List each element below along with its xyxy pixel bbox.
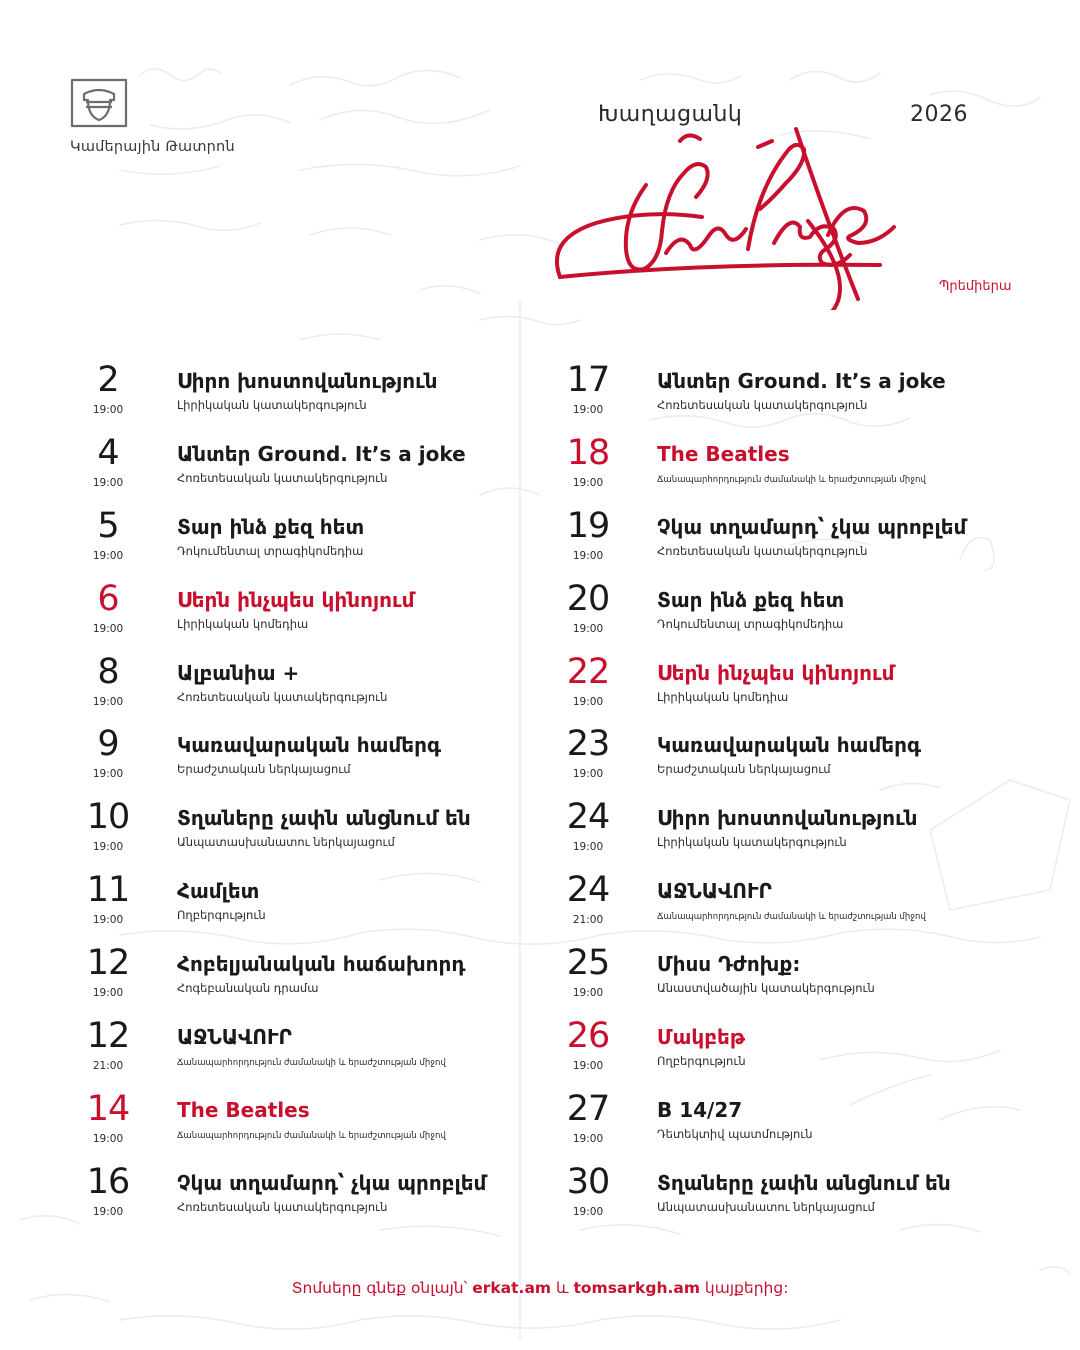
event-title: ԱՋՆԱՎՈՒՐ: [657, 879, 772, 904]
erkat-link[interactable]: erkat.am: [472, 1279, 552, 1297]
event-time: 19:00: [572, 987, 604, 1000]
schedule-row: [558, 362, 1028, 435]
schedule-row: [558, 872, 1028, 945]
schedule-row: [78, 1018, 548, 1091]
event-genre: Ողբերգություն: [177, 908, 266, 923]
event-day: 26: [566, 1016, 610, 1057]
event-time: 19:00: [92, 622, 124, 635]
month-script-title: [548, 125, 928, 310]
event-title: Տար ինձ քեզ հետ: [657, 587, 845, 612]
event-title: Սիրո խոստովանություն: [657, 806, 918, 831]
schedule-row: [558, 505, 1028, 581]
event-day: 17: [566, 360, 610, 400]
event-day: 12: [86, 1016, 130, 1057]
event-time: 19:00: [92, 841, 124, 854]
event-title: Միսս Դժոխք:: [657, 952, 801, 977]
event-genre: Լիրիկական կատակերգություն: [177, 398, 367, 412]
event-genre: Լիրիկական կատակերգություն: [657, 835, 847, 850]
event-title: Կառավարական համերգ: [657, 733, 922, 758]
event-title: Մակբեթ: [657, 1025, 745, 1050]
event-day: 6: [97, 578, 119, 619]
event-genre: Ճանապարհորդություն ժամանակի և երաժշտության միջով: [657, 474, 926, 485]
event-time: 19:00: [92, 1205, 124, 1218]
ticket-info-footer: [0, 1279, 1080, 1297]
event-title: Տղաները չափն անցնում են: [177, 806, 471, 831]
event-time: 19:00: [572, 1205, 604, 1218]
event-day: 4: [97, 432, 119, 473]
event-genre: Հոռետեսական կատակերգություն: [657, 543, 868, 558]
event-day: 24: [566, 870, 610, 911]
event-title: Սերն ինչպես կինոյում: [657, 660, 895, 685]
schedule-row: [558, 1161, 1028, 1237]
event-day: 10: [86, 797, 130, 838]
tomsarkgh-link[interactable]: tomsarkgh.am: [573, 1279, 700, 1297]
event-title: Չկա տղամարդ՝ չկա պրոբլեմ: [177, 1170, 487, 1195]
event-time: 19:00: [572, 549, 604, 562]
event-genre: Անպատասխանատու ներկայացում: [177, 835, 395, 850]
footer-suffix: կայքերից:: [699, 1279, 789, 1297]
event-genre: Ողբերգություն: [657, 1054, 746, 1069]
event-genre: Հոռետեսական կատակերգություն: [177, 1199, 388, 1214]
event-time: 19:00: [92, 1132, 124, 1145]
event-genre: Հոռետեսական կատակերգություն: [177, 689, 388, 704]
event-title: ԱՋՆԱՎՈՒՐ: [177, 1025, 292, 1050]
year-label: 2026: [910, 102, 968, 127]
event-genre: Հոռետեսական կատակերգություն: [657, 398, 868, 412]
event-day: 11: [86, 870, 130, 911]
event-title: Սերն ինչպես կինոյում: [177, 587, 415, 612]
event-day: 16: [86, 1161, 130, 1202]
event-title: Համլետ: [177, 879, 260, 904]
event-day: 8: [97, 651, 119, 692]
event-genre: Երաժշտական ներկայացում: [657, 762, 831, 777]
event-genre: Անաստվածային կատակերգություն: [657, 981, 875, 996]
event-title: Սիրո խոստովանություն: [177, 369, 438, 393]
event-time: 19:00: [572, 841, 604, 854]
event-title: Չկա տղամարդ՝ չկա պրոբլեմ: [657, 514, 967, 539]
schedule-row: [78, 726, 548, 799]
schedule-row: [558, 799, 1028, 872]
event-genre: Լիրիկական կոմեդիա: [177, 616, 309, 631]
schedule-row: [558, 1088, 1028, 1164]
event-day: 25: [566, 943, 610, 984]
event-genre: Հոգեբանական դրամա: [177, 981, 319, 996]
schedule-row-premiere: [558, 1018, 1028, 1091]
schedule-row: [78, 872, 548, 945]
event-title: Ալբանիա +: [177, 660, 300, 685]
event-genre: Դոկումենտալ տրագիկոմեդիա: [657, 616, 844, 631]
event-day: 30: [566, 1161, 610, 1202]
event-genre: Լիրիկական կոմեդիա: [657, 689, 789, 704]
schedule-row: [558, 726, 1028, 799]
schedule-row: [78, 362, 548, 435]
event-title: В 14/27: [657, 1097, 743, 1122]
event-time: 19:00: [92, 987, 124, 1000]
event-title: Տղաները չափն անցնում են: [657, 1170, 951, 1195]
schedule-row: [78, 1161, 548, 1237]
page-title: Խաղացանկ: [598, 102, 743, 127]
schedule-row: [78, 799, 548, 872]
event-genre: Անպատասխանատու ներկայացում: [657, 1199, 875, 1214]
event-title: Անտեր Ground. It’s a joke: [177, 441, 466, 466]
schedule-row: [558, 945, 1028, 1018]
schedule-row-premiere: [558, 651, 1028, 727]
event-genre: Հոռետեսական կատակերգություն: [177, 470, 388, 485]
event-day: 18: [566, 432, 610, 473]
event-time: 19:00: [572, 404, 604, 416]
event-time: 19:00: [92, 695, 124, 708]
premiere-label: Պրեմիերա: [939, 279, 1012, 294]
event-time: 21:00: [92, 1060, 124, 1073]
theatre-name: Կամերային Թատրոն: [70, 139, 235, 155]
schedule-row: [78, 432, 548, 508]
event-day: 2: [97, 360, 119, 400]
event-title: The Beatles: [657, 441, 790, 466]
event-day: 14: [86, 1088, 130, 1129]
event-genre: Ճանապարհորդություն ժամանակի և երաժշտության միջով: [177, 1130, 446, 1141]
schedule-right-column: [558, 362, 1028, 1237]
event-time: 19:00: [572, 768, 604, 781]
event-day: 12: [86, 943, 130, 984]
event-genre: Դետեկտիվ պատմություն: [657, 1126, 813, 1141]
event-title: Հոբելյանական հաճախորդ: [177, 952, 466, 977]
event-title: Կառավարական համերգ: [177, 733, 442, 758]
event-time: 19:00: [572, 1060, 604, 1073]
event-time: 19:00: [92, 914, 124, 927]
event-day: 22: [566, 651, 610, 692]
event-time: 21:00: [572, 914, 604, 927]
footer-and: և: [551, 1279, 574, 1297]
event-genre: Երաժշտական ներկայացում: [177, 762, 351, 777]
event-day: 5: [97, 505, 119, 546]
event-title: The Beatles: [177, 1097, 310, 1122]
event-time: 19:00: [572, 695, 604, 708]
event-genre: Դոկումենտալ տրագիկոմեդիա: [177, 543, 364, 558]
event-day: 9: [97, 724, 119, 765]
event-time: 19:00: [572, 1132, 604, 1145]
event-day: 20: [566, 578, 610, 619]
schedule-row: [78, 945, 548, 1018]
schedule-row: [558, 578, 1028, 654]
event-time: 19:00: [92, 404, 124, 416]
event-title: Տար ինձ քեզ հետ: [177, 514, 365, 539]
schedule-left-column: [78, 362, 548, 1237]
schedule-row-premiere: [78, 1088, 548, 1164]
event-title: Անտեր Ground. It’s a joke: [657, 369, 946, 393]
event-day: 19: [566, 505, 610, 546]
schedule-row-premiere: [558, 432, 1028, 508]
event-time: 19:00: [92, 768, 124, 781]
schedule-row: [78, 651, 548, 727]
event-time: 19:00: [92, 476, 124, 489]
event-time: 19:00: [572, 476, 604, 489]
event-genre: Ճանապարհորդություն ժամանակի և երաժշտության միջով: [657, 912, 926, 923]
event-day: 24: [566, 797, 610, 838]
event-time: 19:00: [572, 622, 604, 635]
schedule-row: [78, 505, 548, 581]
event-day: 27: [566, 1088, 610, 1129]
event-day: 23: [566, 724, 610, 765]
theatre-mask-logo-icon: [70, 78, 128, 128]
event-genre: Ճանապարհորդություն ժամանակի և երաժշտության միջով: [177, 1058, 446, 1069]
schedule-row-premiere: [78, 578, 548, 654]
event-time: 19:00: [92, 549, 124, 562]
footer-prefix: Տոմսերը գնեք օնլայն՝: [291, 1279, 473, 1297]
